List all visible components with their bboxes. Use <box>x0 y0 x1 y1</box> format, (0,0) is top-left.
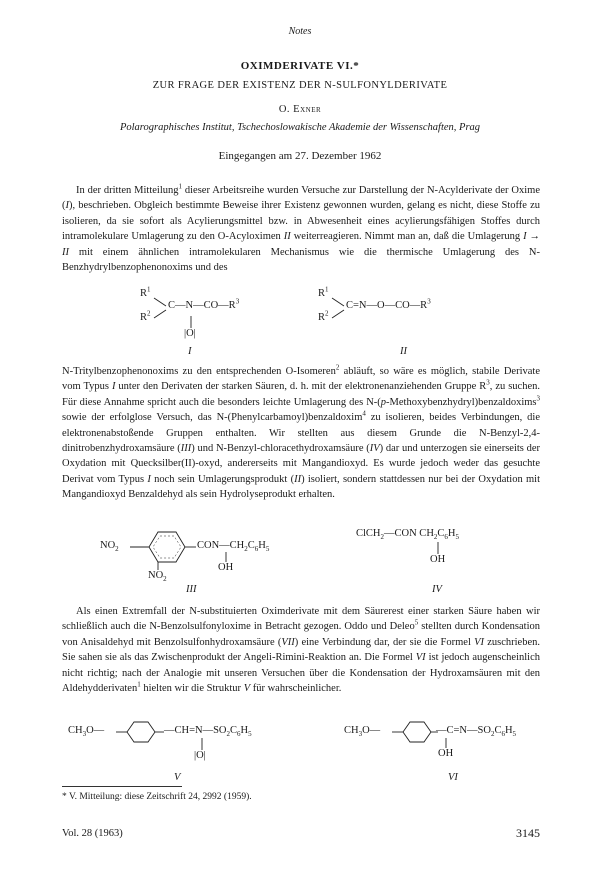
formula-I-oxide: |O| <box>184 328 196 339</box>
formula-IV-label: IV <box>432 584 442 595</box>
p1-text-4: ), beschrieben. Obgleich bestimmte Beweise ihrer Existenz gewonnen wurden, gelang es nicht, diese Stoffe zu isolieren, da sie sofort als Acylierungsmittel bzw. in Abwesenheit eines acylierungsfähigen Stoffes durch intramolekulare Umlagerung zu den O-Acyloximen <box>62 200 540 243</box>
p2-ref-2: 2 <box>335 363 340 372</box>
formula-III-no2-bottom: $NO_2$ <box>148 570 167 584</box>
formula-II-chain: $C=N—O—CO—R^3$ <box>346 297 431 311</box>
p2-text-10: sowie der erfolglose Versuch, das N-(Phenylcarbamoyl)benzaldoxim <box>62 412 363 424</box>
p2-ref-3: 3 <box>536 394 540 403</box>
p2-sup-3: 3 <box>486 378 490 387</box>
paragraph-2 <box>62 364 540 503</box>
p3-text-8: ist jedoch augenscheinlich nicht richtig; nach der Analogie mit unseren Versuchen über die Kondensation der Hydroxamsäuren mit den Aldehydderivaten <box>62 652 540 695</box>
p2-ref-II: II <box>294 473 302 485</box>
p2-ref-I: I <box>111 381 116 393</box>
p2-italic-p: p <box>380 396 387 408</box>
formula-I-chain: $C—N—CO—R^3$ <box>168 297 240 311</box>
formula-VI-label: VI <box>448 772 458 783</box>
p2-ref-III: III <box>180 443 192 455</box>
formula-II-label: II <box>400 346 407 357</box>
p2-text-0: N-Tritylbenzophenonoxims zu den entsprechenden O-Isomeren <box>62 366 336 377</box>
p3-text-4: ) eine Verbindung dar, der sie die Formel <box>294 636 475 648</box>
formula-III-chain: $CON—CH_2C_6H_5$ <box>197 540 270 554</box>
paragraph-3 <box>62 604 540 696</box>
formula-I-label: I <box>188 346 192 357</box>
p1-text-0: In der dritten Mitteilung <box>76 185 179 196</box>
p2-ref-4: 4 <box>362 409 366 418</box>
p2-text-12: zu isolieren, beides Verbindungen, die elektronenabstoßende Gruppen enthalten. Wir stellten aus diesem Grunde die N-Benzyl-2,4-dinitrobenzhydroxamsäure ( <box>62 412 540 455</box>
footnote-rule <box>62 786 182 787</box>
p3-ref-VI-b: VI <box>415 652 426 664</box>
p1-text-6: weiterreagieren. Nimmt man an, daß die Umlagerung <box>290 231 524 243</box>
formula-V-chain: $—CH=N—SO_2C_6H_5$ <box>164 725 252 739</box>
formula-V-label: V <box>174 772 181 783</box>
p3-text-2: stellten durch Kondensation von Anisaldehyd mit Benzolsulfonhydroxamsäure ( <box>62 621 540 648</box>
formula-II-r1: $R^1$ <box>318 285 329 299</box>
formula-V-oxide: |O| <box>194 750 206 761</box>
formula-II <box>318 285 498 328</box>
p2-ref-IV: IV <box>369 443 380 455</box>
formula-III-label: III <box>186 584 197 595</box>
p1-text-8: mit einem ähnlichen intramolekularen Mechanismus wie die thermische Umlagerung des N-Benzhydrylbenzophenonoxims und des <box>62 246 540 274</box>
p1-ref-I: I <box>65 200 69 212</box>
p3-text-6: zuschrieben. Sie sahen sie als das Zwischenprodukt der Angeli-Rimini-Reaktion an. Die Formel <box>62 636 540 664</box>
p3-text-10: hielten wir die Struktur <box>140 683 244 695</box>
formula-III-oh: OH <box>218 562 234 573</box>
formula-II-r2: $R^2$ <box>318 309 329 323</box>
paragraph-1 <box>62 183 540 275</box>
p2-text-2: abläuft, so wäre es möglich, stabile Derivate vom Typus <box>62 366 540 393</box>
formula-I <box>140 285 310 348</box>
p2-text-20: ) isoliert, sondern stattdessen nur bei der Oxydation mit Mangandioxyd Benzaldehyd als sein Hydrolyseprodukt erhalten. <box>62 473 540 501</box>
p1-ref-II: II <box>283 231 291 243</box>
received-date: Eingegangen am 27. Dezember 1962 <box>218 150 382 162</box>
formula-VI-oh: OH <box>438 748 454 759</box>
formula-IV-oh: OH <box>430 554 446 565</box>
formula-VI <box>344 722 544 772</box>
page-number: 3145 <box>516 826 540 840</box>
p2-text-8: -Methoxybenzhydryl)benzaldoxims <box>386 396 537 408</box>
formula-VI-chain: $—C=N—SO_2C_6H_5$ <box>436 725 517 739</box>
p3-ref-V: V <box>243 683 251 695</box>
formula-III-ring <box>100 528 320 588</box>
article-subtitle: ZUR FRAGE DER EXISTENZ DER N-SULFONYLDERIVATE <box>152 80 448 91</box>
formula-I-r2: $R^2$ <box>140 309 151 323</box>
p1-ref-I-II: I → II <box>62 231 541 258</box>
p3-text-12: für wahrscheinlicher. <box>250 683 342 695</box>
running-title: Notes <box>288 26 312 37</box>
author-name: O. Exner <box>278 104 322 115</box>
formula-III <box>100 528 320 588</box>
p2-ref-I-b: I <box>147 473 151 485</box>
journal-volume: Vol. 28 (1963) <box>62 828 123 839</box>
formula-V <box>68 722 308 772</box>
formula-III-no2-left: $NO_2$ <box>100 540 119 554</box>
formula-I-r1: $R^1$ <box>140 285 151 299</box>
formula-V-methoxy: $CH_3O—$ <box>68 725 105 739</box>
p2-text-6: , zu suchen. Für diese Annahme spricht auch die besonders leichte Umlagerung des N-( <box>62 381 540 408</box>
p3-text-0: Als einen Extremfall der N-substituierten Oximderivate mit dem Säurerest einer starken Säure haben wir schließlich auch die N-Benzolsulfonyloxime in Betracht gezogen. Oddo und Deleo <box>62 606 540 633</box>
p2-text-18: noch sein Umlagerungsprodukt ( <box>150 473 295 485</box>
p3-ref-5: 5 <box>414 618 419 627</box>
p3-ref-1: 1 <box>137 680 141 689</box>
article-title: OXIMDERIVATE VI.* <box>240 60 360 72</box>
footnote: * V. Mitteilung: diese Zeitschrift 24, 2992 (1959). <box>62 792 252 802</box>
p3-ref-VII: VII <box>281 636 295 648</box>
p3-ref-VI: VI <box>474 636 485 648</box>
author-affiliation: Polarographisches Institut, Tschechoslowakische Akademie der Wissenschaften, Prag <box>119 122 481 133</box>
formula-IV-chain: ClCH$_2$—CON $CH_2C_6H_5$ <box>356 528 460 542</box>
p1-ref-1: 1 <box>178 182 183 191</box>
formula-IV <box>356 528 536 578</box>
formula-I-bonds <box>140 285 310 348</box>
p1-text-2: dieser Arbeitsreihe wurden Versuche zur Darstellung der N-Acylderivate der Oxime ( <box>62 185 540 212</box>
p2-text-14: ) und N-Benzyl-chloracethydroxamsäure ( <box>191 443 370 455</box>
formula-VI-methoxy: $CH_3O—$ <box>344 725 381 739</box>
p2-text-16: ) dar und unterzogen sie einerseits der Oxydation mit Quecksilber(II)-oxyd, andererseits mit Mangandioxyd. Es wurde jedoch weder das gesuchte Derivat vom Typus <box>62 443 541 485</box>
p2-text-4: unter den Derivaten der starken Säuren, d. h. mit der elektronenanziehenden Gruppe R <box>115 381 487 393</box>
